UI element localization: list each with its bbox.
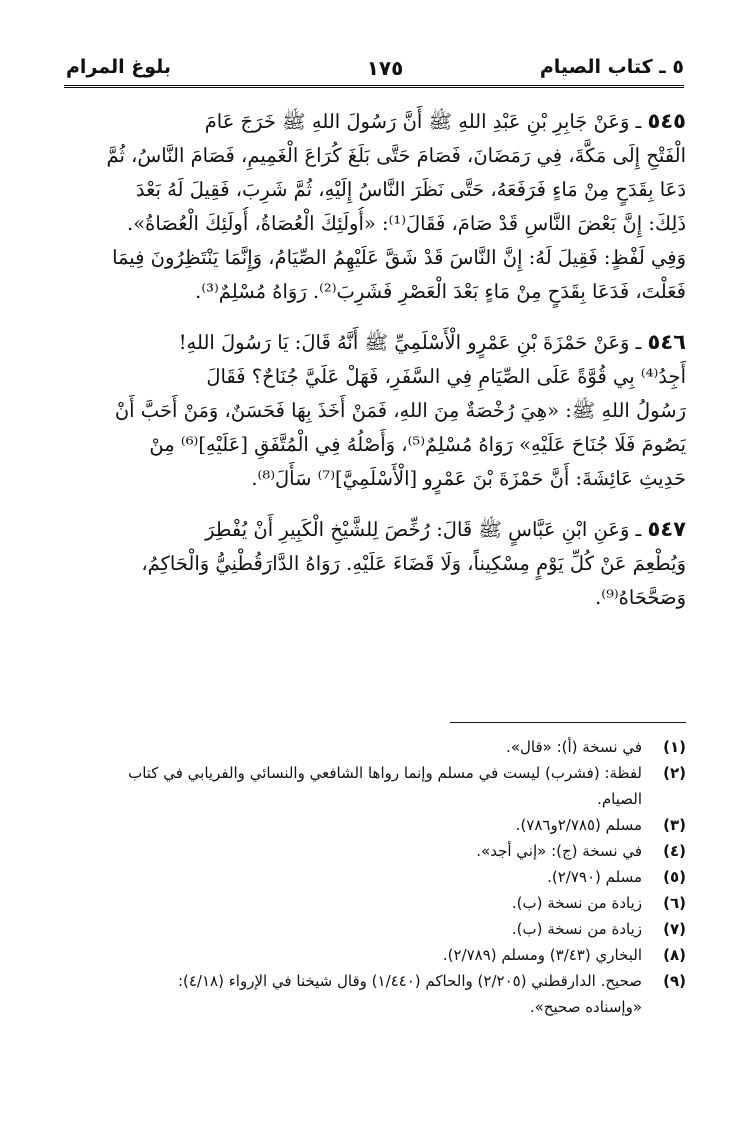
- footnote-number: (٨): [663, 946, 686, 964]
- footnote-number: (٥): [663, 868, 686, 886]
- footnote-3: [62, 812, 686, 838]
- footnote-number: (٧): [663, 920, 686, 938]
- footnote-9: [62, 968, 686, 1020]
- footnote-text: مسلم (٢/٧٨٥و٧٨٦).: [515, 816, 642, 834]
- text-line: وَصَحَّحَاهُ⁽⁹⁾.: [595, 586, 686, 609]
- footnote-6: [62, 890, 686, 916]
- footnote-text: زيادة من نسخة (ب).: [511, 894, 642, 912]
- hadith-546: [62, 325, 686, 496]
- footnote-text: زيادة من نسخة (ب).: [511, 920, 642, 938]
- text-line: ٥٤٥ ـ وَعَنْ جَابِرِ بْنِ عَبْدِ اللهِ ﷺ أَنَّ رَسُولَ اللهِ ﷺ خَرَجَ عَامَ: [204, 109, 686, 133]
- text-line: وَفِي لَفْظٍ: فَقِيلَ لَهُ: إِنَّ النَّاسَ قَدْ شَقَّ عَلَيْهِمُ الصِّيَامُ، وَإِنَّمَا يَنْتَظِرُونَ فِيمَا: [112, 246, 686, 269]
- hadith-number: ٥٤٦: [647, 330, 686, 354]
- text-line: دَعَا بِقَدَحٍ مِنْ مَاءٍ فَرَفَعَهُ، حَتَّى نَظَرَ النَّاسُ إِلَيْهِ، ثُمَّ شَرِبَ، فَقِيلَ لَهُ بَعْدَ: [135, 178, 686, 201]
- book-title: بلوغ المرام: [66, 56, 172, 78]
- footnote-5: [62, 864, 686, 890]
- footnote-text: في نسخة (ج): «إني أجد».: [476, 842, 642, 860]
- page-number: ١٧٥: [366, 56, 404, 80]
- text-line: رَسُولُ اللهِ ﷺ: «هِيَ رُخْصَةٌ مِنَ اللهِ، فَمَنْ أَخَذَ بِهَا فَحَسَنٌ، وَمَنْ أَحَبَّ أَنْ: [114, 399, 686, 422]
- text-line: الْفَتْحِ إِلَى مَكَّةَ، فِي رَمَضَانَ، فَصَامَ حَتَّى بَلَغَ كُرَاعَ الْغَمِيمِ، فَصَامَ النَّاسُ، ثُمَّ: [106, 144, 686, 167]
- footnote-text: في نسخة (أ): «قال».: [506, 738, 642, 756]
- text-line: ٥٤٧ ـ وَعَنِ ابْنِ عَبَّاسٍ ﷺ قَالَ: رُخِّصَ لِلشَّيْخِ الْكَبِيرِ أَنْ يُفْطِرَ: [205, 517, 686, 541]
- header-rule: [64, 85, 684, 88]
- footnote-number: (٩): [663, 972, 686, 990]
- text-line: ٥٤٦ ـ وَعَنْ حَمْزَةَ بْنِ عَمْرٍو الْأَسْلَمِيِّ ﷺ أَنَّهُ قَالَ: يَا رَسُولَ اللهِ!: [178, 330, 686, 354]
- hadith-547: [62, 512, 686, 615]
- footnote-number: (٢): [663, 764, 686, 782]
- footnote-1: [62, 734, 686, 760]
- footnote-number: (١): [663, 738, 686, 756]
- footnote-4: [62, 838, 686, 864]
- hadith-number: ٥٤٧: [647, 517, 686, 541]
- footnote-text: الصيام.: [597, 790, 642, 808]
- hadith-number: ٥٤٥: [647, 109, 686, 133]
- footnote-7: [62, 916, 686, 942]
- footnote-separator: [450, 722, 686, 723]
- text-line: حَدِيثِ عَائِشَةَ: أَنَّ حَمْزَةَ بْنَ عَمْرٍو [الْأَسْلَمِيَّ]⁽⁷⁾ سَأَلَ⁽⁸⁾.: [251, 467, 686, 490]
- text-line: يَصُومَ فَلَا جُنَاحَ عَلَيْهِ» رَوَاهُ مُسْلِمٌ⁽⁵⁾، وَأَصْلُهُ فِي الْمُتَّفَقِ [عَلَيْهِ]⁽⁶⁾ مِنْ: [149, 433, 686, 456]
- footnotes: [62, 734, 686, 1020]
- footnote-2: [62, 760, 686, 812]
- footnote-text: البخاري (٣/٤٣) ومسلم (٢/٧٨٩).: [442, 946, 642, 964]
- footnote-text: «وإسناده صحيح».: [529, 998, 642, 1016]
- running-header: [64, 52, 684, 92]
- footnote-text: صحيح. الدارقطني (٢/٢٠٥) والحاكم (١/٤٤٠) وقال شيخنا في الإرواء (٤/١٨):: [177, 972, 642, 990]
- text-line: فَعَلْتَ، فَدَعَا بِقَدَحٍ مِنْ مَاءٍ بَعْدَ الْعَصْرِ فَشَرِبَ⁽²⁾. رَوَاهُ مُسْلِمٌ⁽³⁾.: [195, 280, 686, 303]
- footnote-text: لفظة: (فشرب) ليست في مسلم وإنما رواها الشافعي والنسائي والفريابي في كتاب: [128, 764, 642, 782]
- text-line: وَيُطْعِمَ عَنْ كُلِّ يَوْمٍ مِسْكِيناً، وَلَا قَضَاءَ عَلَيْهِ. رَوَاهُ الدَّارَقُطْنِيُّ وَالْحَاكِمُ،: [141, 552, 686, 575]
- footnote-8: [62, 942, 686, 968]
- hadith-545: [62, 104, 686, 309]
- chapter-title: ٥ ـ كتاب الصيام: [539, 56, 684, 78]
- footnote-number: (٤): [663, 842, 686, 860]
- footnote-text: مسلم (٢/٧٩٠).: [547, 868, 642, 886]
- text-line: أَجِدُ⁽⁴⁾ بِي قُوَّةً عَلَى الصِّيَامِ فِي السَّفَرِ، فَهَلْ عَلَيَّ جُنَاحٌ؟ فَقَالَ: [206, 365, 686, 388]
- footnote-number: (٦): [663, 894, 686, 912]
- main-text: [62, 104, 686, 631]
- text-line: ذَلِكَ: إِنَّ بَعْضَ النَّاسِ قَدْ صَامَ، فَقَالَ⁽¹⁾: «أُولَئِكَ الْعُصَاةُ، أُولَئِكَ الْعُصَاةُ».: [127, 212, 686, 235]
- footnote-number: (٣): [663, 816, 686, 834]
